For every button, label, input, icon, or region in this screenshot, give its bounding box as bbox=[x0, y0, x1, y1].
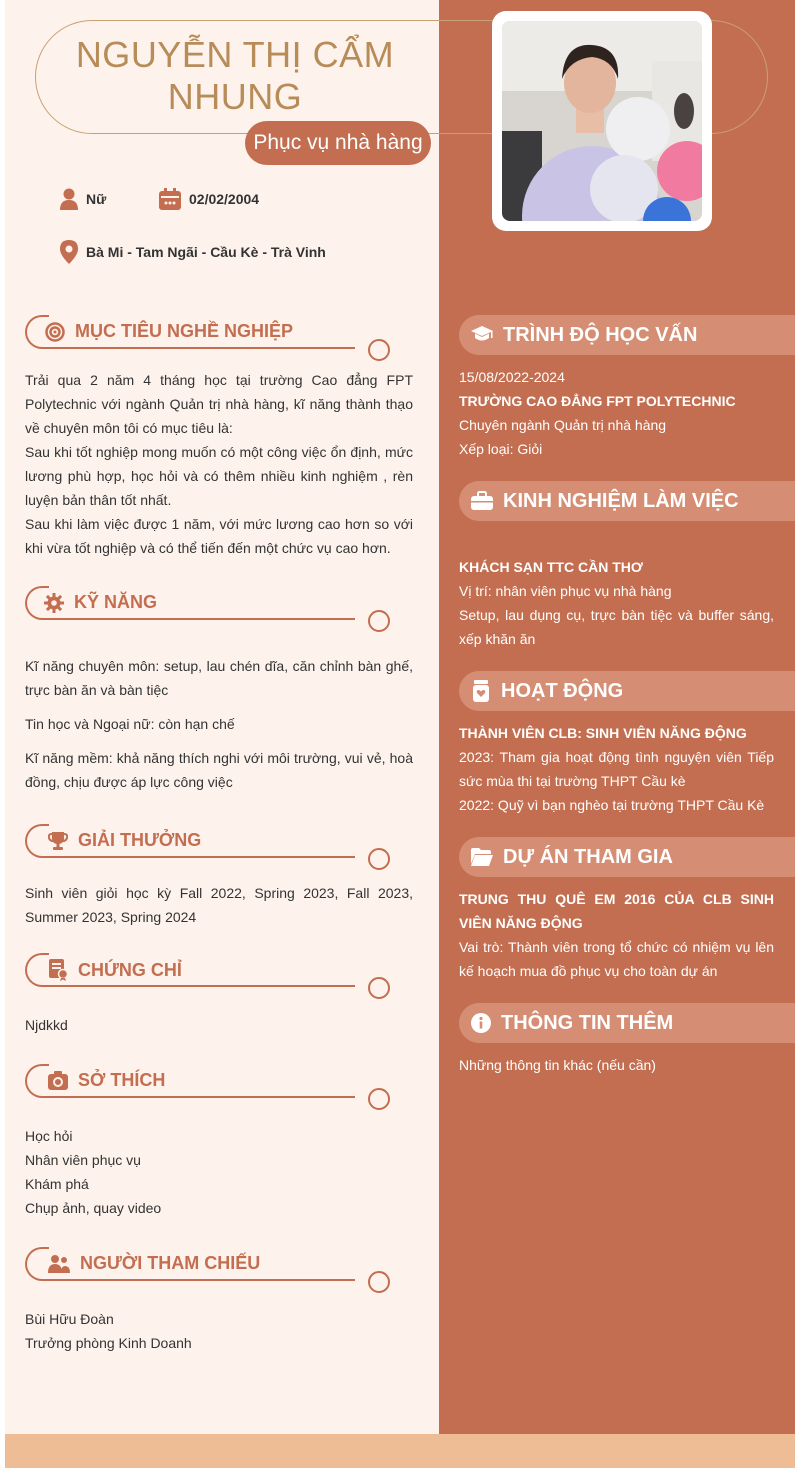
section-skills-header bbox=[25, 586, 390, 626]
experience-description: Setup, lau dụng cụ, trực bàn tiệc và buffer sáng, xếp khăn ăn bbox=[459, 607, 774, 647]
activity-item: 2022: Quỹ vì bạn nghèo tại trường THPT Cầu Kè bbox=[459, 797, 765, 813]
section-projects-header bbox=[459, 837, 795, 877]
project-role: Vai trò: Thành viên trong tổ chức có nhiệm vụ lên kế hoạch mua đồ phục vụ cho toàn dự án bbox=[459, 939, 774, 979]
activities-content bbox=[459, 721, 774, 817]
address-value: Bà Mi - Tam Ngãi - Cầu Kè - Trà Vinh bbox=[86, 244, 326, 260]
section-activities-title: HOẠT ĐỘNG bbox=[501, 679, 624, 702]
section-references-title: NGƯỜI THAM CHIẾU bbox=[80, 1253, 261, 1273]
projects-content bbox=[459, 887, 774, 983]
activity-item: 2023: Tham gia hoạt động tình nguyện viên Tiếp sức mùa thi tại trường THPT Cầu kè bbox=[459, 749, 774, 789]
skill-item: Tin học và Ngoại nữ: còn hạn chế bbox=[25, 716, 235, 732]
location-pin-icon bbox=[60, 240, 78, 264]
activities-org: THÀNH VIÊN CLB: SINH VIÊN NĂNG ĐỘNG bbox=[459, 725, 747, 741]
awards-text: Sinh viên giỏi học kỳ Fall 2022, Spring 2023, Fall 2023, Summer 2023, Spring 2024 bbox=[25, 885, 413, 925]
education-content bbox=[459, 365, 774, 461]
cv-page bbox=[5, 0, 795, 1468]
section-education-header bbox=[459, 315, 795, 355]
gear-icon bbox=[44, 593, 64, 613]
section-additional-header bbox=[459, 1003, 795, 1043]
hobbies-content bbox=[25, 1124, 413, 1220]
section-certificates-title: CHỨNG CHỈ bbox=[78, 959, 182, 980]
section-dot bbox=[368, 977, 390, 999]
section-awards-title: GIẢI THƯỞNG bbox=[78, 830, 202, 850]
skill-item: Kĩ năng chuyên môn: setup, lau chén dĩa, căn chỉnh bàn ghế, trực bàn ăn và bàn tiệc bbox=[25, 658, 413, 698]
people-icon bbox=[48, 1254, 70, 1274]
experience-content bbox=[459, 555, 774, 651]
reference-name: Bùi Hữu Đoàn bbox=[25, 1311, 114, 1327]
gender-value: Nữ bbox=[86, 191, 107, 207]
section-certificates-header bbox=[25, 953, 390, 993]
calendar-icon bbox=[159, 188, 181, 210]
education-major: Chuyên ngành Quản trị nhà hàng bbox=[459, 417, 667, 433]
section-hobbies-header bbox=[25, 1064, 390, 1104]
section-dot bbox=[368, 610, 390, 632]
skills-content bbox=[25, 654, 413, 794]
profile-photo-frame bbox=[492, 11, 712, 231]
hobby-item: Học hỏi bbox=[25, 1128, 73, 1144]
education-period: 15/08/2022-2024 bbox=[459, 369, 565, 385]
education-school: TRƯỜNG CAO ĐẲNG FPT POLYTECHNIC bbox=[459, 393, 736, 409]
activity-icon bbox=[471, 680, 491, 702]
objective-paragraph: Trải qua 2 năm 4 tháng học tại trường Cao đẳng FPT Polytechnic với ngành Quản trị nhà hàng, kĩ năng thành thạo về chuyên môn tôi có mục tiêu là: bbox=[25, 372, 413, 436]
section-skills-title: KỸ NĂNG bbox=[74, 592, 158, 612]
section-education-title: TRÌNH ĐỘ HỌC VẤN bbox=[503, 323, 698, 346]
objective-content bbox=[25, 368, 413, 560]
info-icon bbox=[471, 1013, 491, 1033]
section-projects-title: DỰ ÁN THAM GIA bbox=[503, 845, 673, 868]
objective-paragraph: Sau khi tốt nghiệp mong muốn có một công việc ổn định, mức lương phù hợp, học hỏi và có thêm nhiều kinh nghiệm , rèn luyện bản thân tốt nhất. bbox=[25, 444, 413, 508]
section-awards-header bbox=[25, 824, 390, 864]
certificates-content bbox=[25, 1013, 413, 1037]
footer-bar bbox=[5, 1434, 795, 1468]
additional-content bbox=[459, 1053, 774, 1077]
person-icon bbox=[60, 188, 78, 210]
camera-icon bbox=[48, 1071, 68, 1091]
profile-photo bbox=[502, 21, 702, 221]
section-dot bbox=[368, 1271, 390, 1293]
birthdate-value: 02/02/2004 bbox=[189, 191, 259, 207]
section-objective-title: MỤC TIÊU NGHỀ NGHIỆP bbox=[75, 321, 294, 341]
candidate-name: NGUYỄN THỊ CẨM NHUNG bbox=[75, 34, 395, 117]
hobby-item: Khám phá bbox=[25, 1176, 89, 1192]
section-dot bbox=[368, 1088, 390, 1110]
section-additional-title: THÔNG TIN THÊM bbox=[501, 1011, 674, 1034]
experience-position: Vị trí: nhân viên phục vụ nhà hàng bbox=[459, 583, 672, 599]
additional-text: Những thông tin khác (nếu cần) bbox=[459, 1057, 656, 1073]
reference-role: Trưởng phòng Kinh Doanh bbox=[25, 1335, 192, 1351]
experience-company: KHÁCH SẠN TTC CẦN THƠ bbox=[459, 559, 643, 575]
certificate-icon bbox=[48, 959, 68, 981]
section-experience-header bbox=[459, 481, 795, 521]
section-hobbies-title: SỞ THÍCH bbox=[78, 1070, 166, 1090]
trophy-icon bbox=[48, 831, 68, 851]
hobby-item: Chụp ảnh, quay video bbox=[25, 1200, 162, 1216]
section-dot bbox=[368, 848, 390, 870]
hobby-item: Nhân viên phục vụ bbox=[25, 1152, 141, 1168]
section-activities-header bbox=[459, 671, 795, 711]
graduation-cap-icon bbox=[471, 325, 493, 345]
position-badge: Phục vụ nhà hàng bbox=[245, 121, 431, 165]
education-grade: Xếp loại: Giỏi bbox=[459, 441, 543, 457]
birthdate-row bbox=[159, 188, 259, 210]
skill-item: Kĩ năng mềm: khả năng thích nghi với môi trường, vui vẻ, hoà đồng, chịu được áp lực công việc bbox=[25, 750, 413, 790]
section-references-header bbox=[25, 1247, 390, 1287]
section-experience-title: KINH NGHIỆM LÀM VIỆC bbox=[503, 489, 739, 512]
awards-content bbox=[25, 881, 413, 929]
folder-icon bbox=[471, 848, 493, 866]
gender-row bbox=[60, 188, 106, 210]
objective-paragraph: Sau khi làm việc được 1 năm, với mức lương cao hơn so với khi vừa tốt nghiệp và có thể tiến đến một chức vụ cao hơn. bbox=[25, 516, 413, 556]
section-dot bbox=[368, 339, 390, 361]
section-objective-header bbox=[25, 315, 390, 355]
certificates-text: Njdkkd bbox=[25, 1017, 68, 1033]
briefcase-icon bbox=[471, 491, 493, 511]
target-icon bbox=[45, 322, 65, 342]
project-name: TRUNG THU QUÊ EM 2016 CỦA CLB SINH VIÊN NĂNG ĐỘNG bbox=[459, 891, 774, 931]
references-content bbox=[25, 1307, 413, 1355]
address-row bbox=[60, 240, 326, 264]
